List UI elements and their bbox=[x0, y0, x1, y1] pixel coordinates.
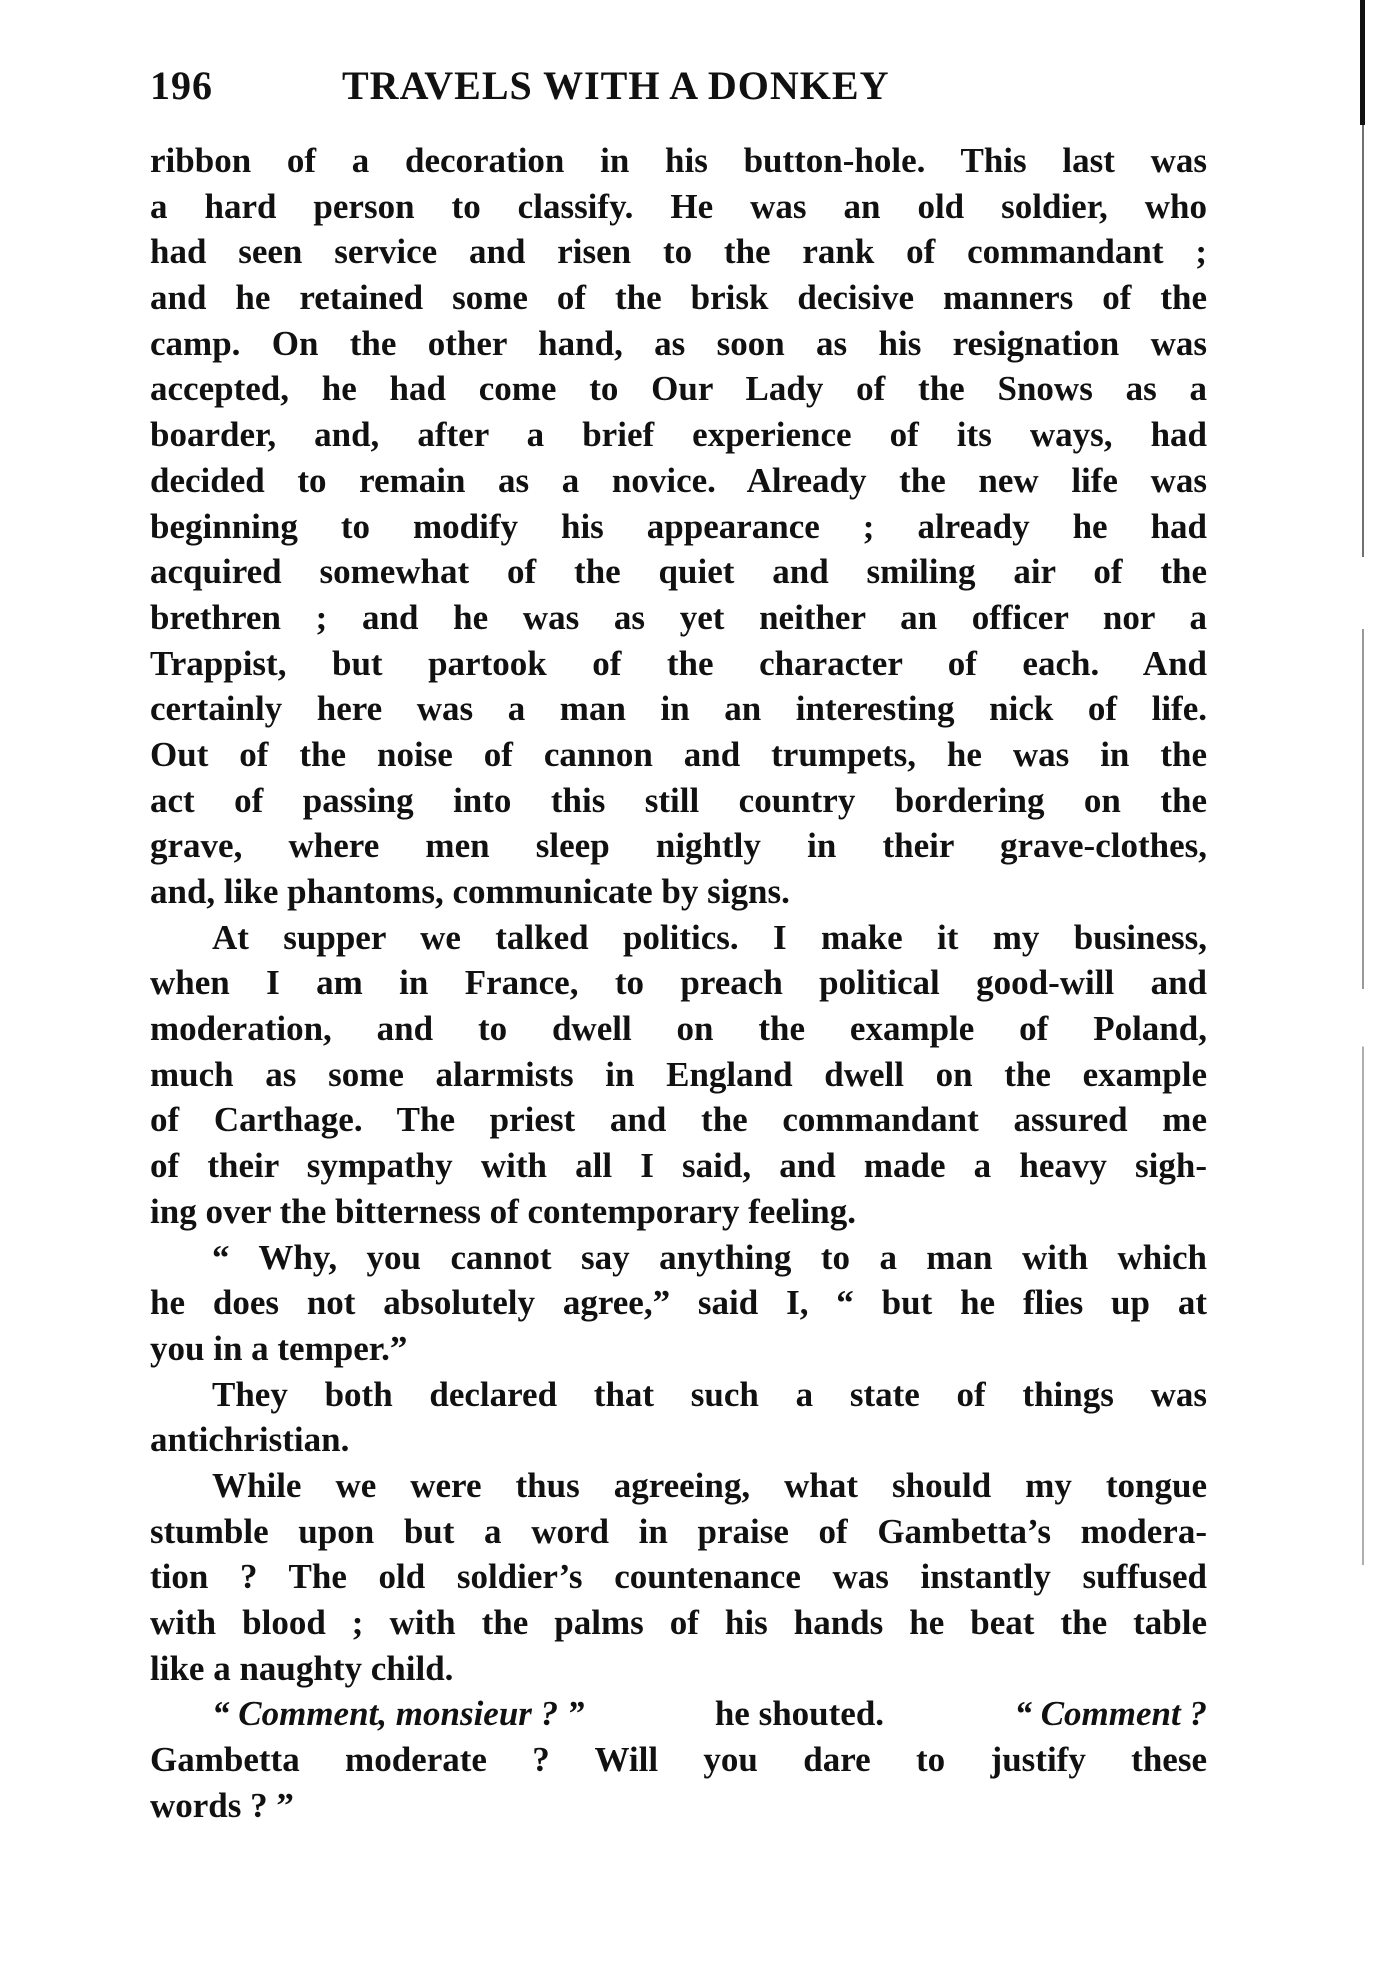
text-line: Gambetta moderate ? Will you dare to justify these bbox=[150, 1740, 1207, 1780]
page-edge-line bbox=[1362, 125, 1364, 1565]
text-line: beginning to modify his appearance ; already he had bbox=[150, 506, 1207, 546]
text-line: a hard person to classify. He was an old soldier, who bbox=[150, 186, 1207, 226]
text-line: antichristian. bbox=[150, 1420, 350, 1460]
text-line: you in a temper.” bbox=[150, 1328, 408, 1368]
text-line: grave, where men sleep nightly in their grave-clothes, bbox=[150, 826, 1207, 866]
text-line: acquired somewhat of the quiet and smiling air of the bbox=[150, 552, 1207, 592]
text-line: Out of the noise of cannon and trumpets, he was in the bbox=[150, 734, 1207, 774]
text-line: tion ? The old soldier’s countenance was instantly suffused bbox=[150, 1557, 1207, 1597]
text-line: when I am in France, to preach political good-will and bbox=[150, 963, 1207, 1003]
text-line: much as some alarmists in England dwell on the example bbox=[150, 1054, 1207, 1094]
page-body bbox=[150, 138, 1207, 1828]
page-edge-shadow bbox=[1360, 0, 1365, 125]
text-line: certainly here was a man in an interesting nick of life. bbox=[150, 689, 1207, 729]
text-line: accepted, he had come to Our Lady of the Snows as a bbox=[150, 369, 1207, 409]
text-line: had seen service and risen to the rank of commandant ; bbox=[150, 232, 1207, 272]
text-line: of Carthage. The priest and the commandant assured me bbox=[150, 1100, 1207, 1140]
text-line: While we were thus agreeing, what should my tongue bbox=[212, 1465, 1207, 1505]
text-line: They both declared that such a state of things was bbox=[212, 1374, 1207, 1414]
text-line: ribbon of a decoration in his button-hole. This last was bbox=[150, 141, 1207, 180]
text-line bbox=[150, 1691, 1207, 1737]
italic-quote: “ Comment, monsieur ? ” bbox=[212, 1694, 585, 1734]
text-line: camp. On the other hand, as soon as his resignation was bbox=[150, 323, 1207, 363]
text-line: and he retained some of the brisk decisive manners of the bbox=[150, 278, 1207, 318]
text-line: Trappist, but partook of the character of each. And bbox=[150, 643, 1207, 683]
text-line: and, like phantoms, communicate by signs. bbox=[150, 872, 790, 911]
text-line: like a naughty child. bbox=[150, 1648, 454, 1688]
page-number: 196 bbox=[150, 63, 213, 108]
italic-quote: “ Comment ? bbox=[1014, 1694, 1207, 1734]
text-line: act of passing into this still country bordering on the bbox=[150, 780, 1207, 820]
text-line: moderation, and to dwell on the example of Poland, bbox=[150, 1009, 1207, 1049]
text-line: brethren ; and he was as yet neither an officer nor a bbox=[150, 597, 1207, 637]
text-line: At supper we talked politics. I make it my business, bbox=[212, 917, 1207, 957]
running-title: TRAVELS WITH A DONKEY bbox=[342, 63, 890, 108]
text-line: ing over the bitterness of contemporary feeling. bbox=[150, 1191, 857, 1231]
text-line: “ Why, you cannot say anything to a man with which bbox=[212, 1237, 1207, 1277]
text-line: decided to remain as a novice. Already the new life was bbox=[150, 460, 1207, 500]
text-line: boarder, and, after a brief experience of its ways, had bbox=[150, 415, 1207, 455]
text-segment: he shouted. bbox=[706, 1694, 893, 1734]
text-line: with blood ; with the palms of his hands he beat the table bbox=[150, 1603, 1207, 1642]
text-line: of their sympathy with all I said, and made a heavy sigh- bbox=[150, 1146, 1207, 1186]
text-line: he does not absolutely agree,” said I, “ but he flies up at bbox=[150, 1283, 1207, 1323]
text-line: words ? ” bbox=[150, 1785, 294, 1825]
text-line: stumble upon but a word in praise of Gambetta’s modera- bbox=[150, 1511, 1207, 1551]
